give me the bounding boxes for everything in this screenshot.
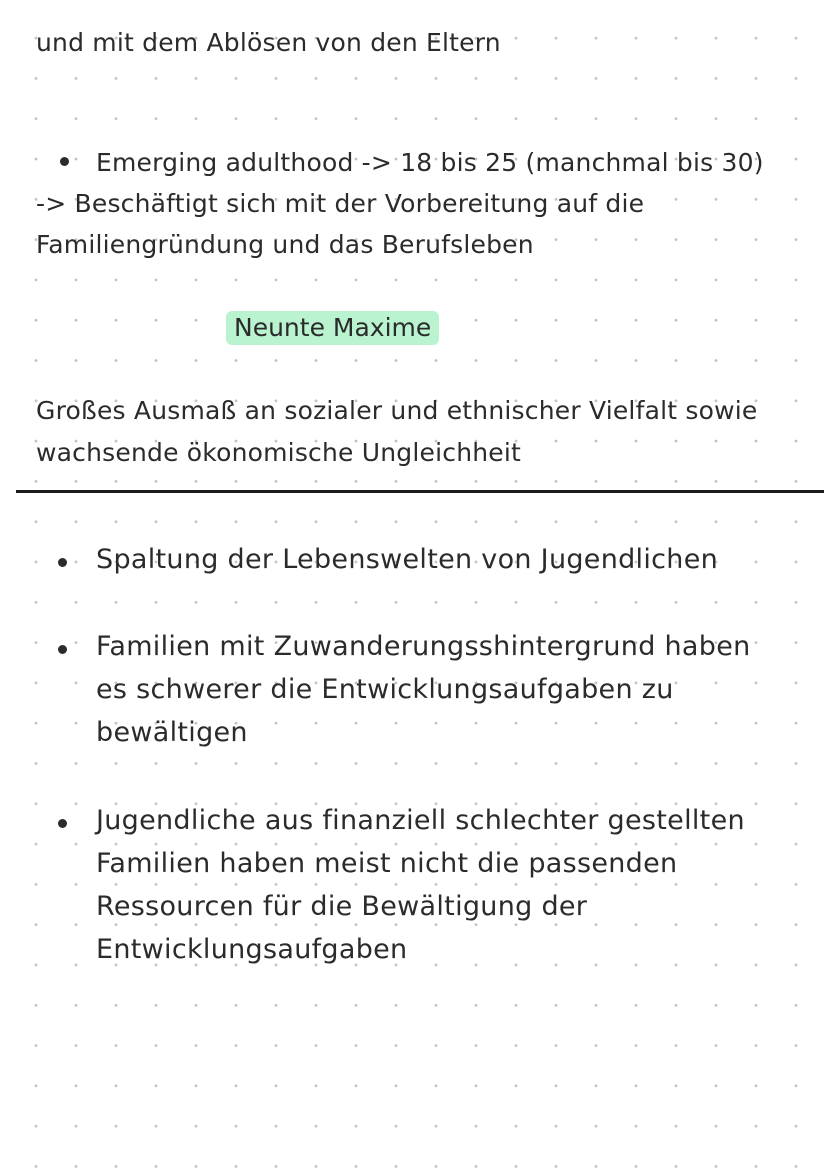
bullet-dot bbox=[58, 819, 67, 828]
divider bbox=[16, 490, 824, 493]
list-item-text: Emerging adulthood -> 18 bis 25 (manchmal bis 30) bbox=[96, 148, 764, 177]
bullet-dot bbox=[58, 645, 67, 654]
bullet-dot bbox=[58, 558, 67, 567]
text-line: wachsende ökonomische Ungleichheit bbox=[36, 438, 522, 467]
list-item-text: bewältigen bbox=[96, 717, 248, 748]
list-item-text: es schwerer die Entwicklungsaufgaben zu bbox=[96, 674, 674, 705]
text-line: -> Beschäftigt sich mit der Vorbereitung auf die bbox=[36, 189, 645, 218]
list-item-text: Familien mit Zuwanderungsshintergrund haben bbox=[96, 631, 751, 662]
list-item-text: Jugendliche aus finanziell schlechter gestellten bbox=[96, 805, 745, 836]
list-item-text: Entwicklungsaufgaben bbox=[96, 934, 408, 965]
section-heading: Neunte Maxime bbox=[226, 311, 439, 345]
text-line: Großes Ausmaß an sozialer und ethnischer Vielfalt sowie bbox=[36, 396, 758, 425]
text-line: Familiengründung und das Berufsleben bbox=[36, 230, 534, 259]
list-item-text: Familien haben meist nicht die passenden bbox=[96, 848, 678, 879]
bullet-dot bbox=[60, 157, 69, 166]
list-item-text: Spaltung der Lebenswelten von Jugendlichen bbox=[96, 544, 719, 575]
list-item-text: Ressourcen für die Bewältigung der bbox=[96, 891, 588, 922]
text-line: und mit dem Ablösen von den Eltern bbox=[36, 28, 501, 57]
